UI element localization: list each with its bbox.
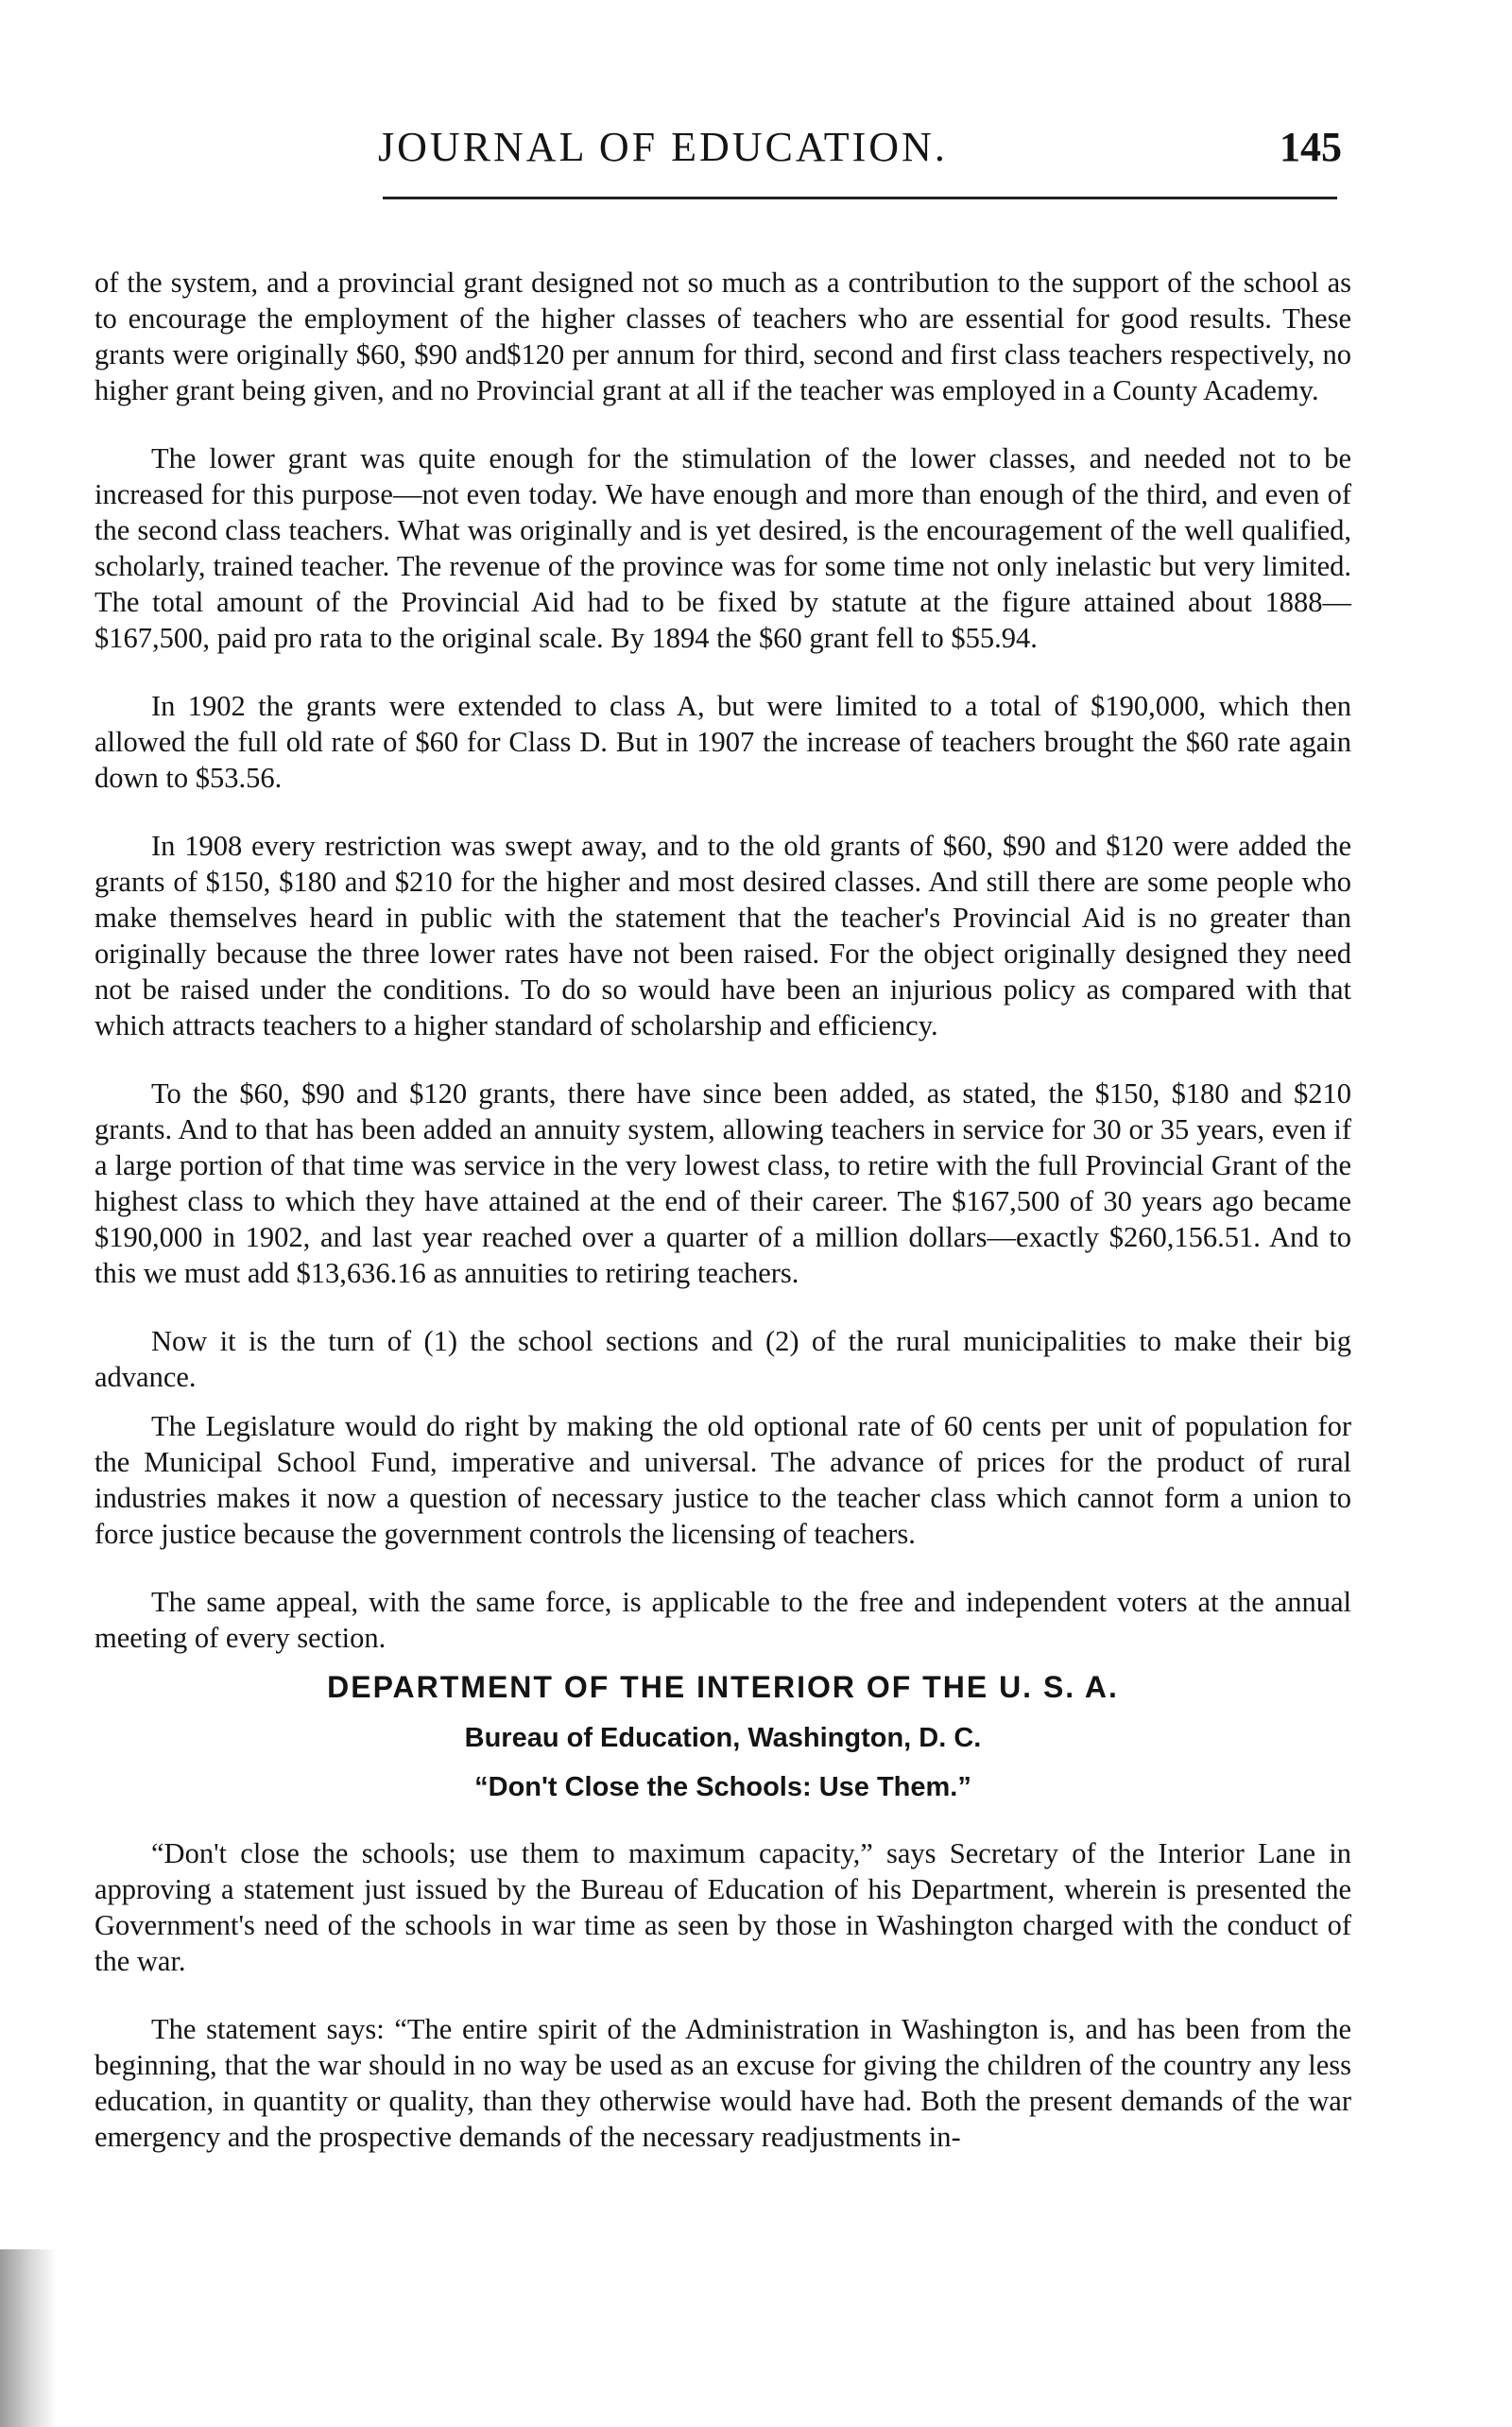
body-paragraph-3: In 1902 the grants were extended to class A, but were limited to a total of $190,000, which then allowed the full old rate of $60 for Class D. But in 1907 the increase of teachers brought the $60 rate again down to $53.56. (94, 690, 1351, 794)
article-paragraph-2: The statement says: “The entire spirit of the Administration in Washington is, and has been from the beginning, that the war should in no way be used as an excuse for giving the children of the country any less education, in quantity or quality, than they otherwise would have had. Both the present demands of the war emergency and the prospective demands of the necessary readjustments in- (94, 2013, 1351, 2153)
page-edge-shadow (0, 2249, 57, 2427)
body-paragraph-4: In 1908 every restriction was swept away, and to the old grants of $60, $90 and $120 were added the grants of $150, $180 and $210 for the higher and most desired classes. And still there are some people who make themselves heard in public with the statement that the teacher's Provincial Aid is no greater than originally because the three lower rates have not been raised. For the object originally designed they need not be raised under the conditions. To do so would have been an injurious policy as compared with that which attracts teachers to a higher standard of scholarship and efficiency. (94, 830, 1351, 1041)
body-paragraph-2: The lower grant was quite enough for the stimulation of the lower classes, and needed not to be increased for this purpose—not even today. We have enough and more than enough of the third, and even of the second class teachers. What was originally and is yet desired, is the encouragement of the well qualified, scholarly, trained teacher. The revenue of the province was for some time not only inelastic but very limited. The total amount of the Provincial Aid had to be fixed by statute at the figure attained about 1888—$167,500, paid pro rata to the original scale. By 1894 the $60 grant fell to $55.94. (94, 442, 1351, 654)
body-paragraph-7: The Legislature would do right by making the old optional rate of 60 cents per unit of population for the Municipal School Fund, imperative and universal. The advance of prices for the product of rural industries makes it now a question of necessary justice to the teacher class which cannot form a union to force justice because the government controls the licensing of teachers. (94, 1410, 1351, 1550)
article-paragraph-1: “Don't close the schools; use them to maximum capacity,” says Secretary of the Interior Lane in approving a statement just issued by the Bureau of Education of his Department, wherein is presented the Government's need of the schools in war time as seen by those in Washington charged with the conduct of the war. (94, 1837, 1351, 1977)
body-paragraph-8: The same appeal, with the same force, is applicable to the free and independent voters at the annual meeting of every section. (94, 1586, 1351, 1654)
article-title: “Don't Close the Schools: Use Them.” (474, 1772, 971, 1802)
journal-title: JOURNAL OF EDUCATION. (378, 124, 948, 170)
running-head (378, 123, 1351, 180)
text-column (94, 265, 1351, 2155)
body-paragraph-6: Now it is the turn of (1) the school sections and (2) of the rural municipalities to make their big advance. (94, 1325, 1351, 1393)
body-paragraph-5: To the $60, $90 and $120 grants, there have since been added, as stated, the $150, $180 and $210 grants. And to that has been added an annuity system, allowing teachers in service for 30 or 35 years, even if a large portion of that time was service in the very lowest class, to retire with the full Provincial Grant of the highest class to which they have attained at the end of their career. The $167,500 of 30 years ago became $190,000 in 1902, and last year reached over a quarter of a million dollars—exactly $260,156.51. And to this we must add $13,636.16 as annuities to retiring teachers. (94, 1077, 1351, 1289)
article-heading: DEPARTMENT OF THE INTERIOR OF THE U. S. A. (327, 1670, 1119, 1704)
article-subheading: Bureau of Education, Washington, D. C. (464, 1723, 982, 1753)
header-rule (383, 197, 1337, 199)
page-number: 145 (1280, 124, 1342, 170)
body-paragraph-1: of the system, and a provincial grant designed not so much as a contribution to the support of the school as to encourage the employment of the higher classes of teachers who are essential for good results. These grants were originally $60, $90 and$120 per annum for third, second and first class teachers respectively, no higher grant being given, and no Provincial grant at all if the teacher was employed in a County Academy. (94, 267, 1351, 406)
